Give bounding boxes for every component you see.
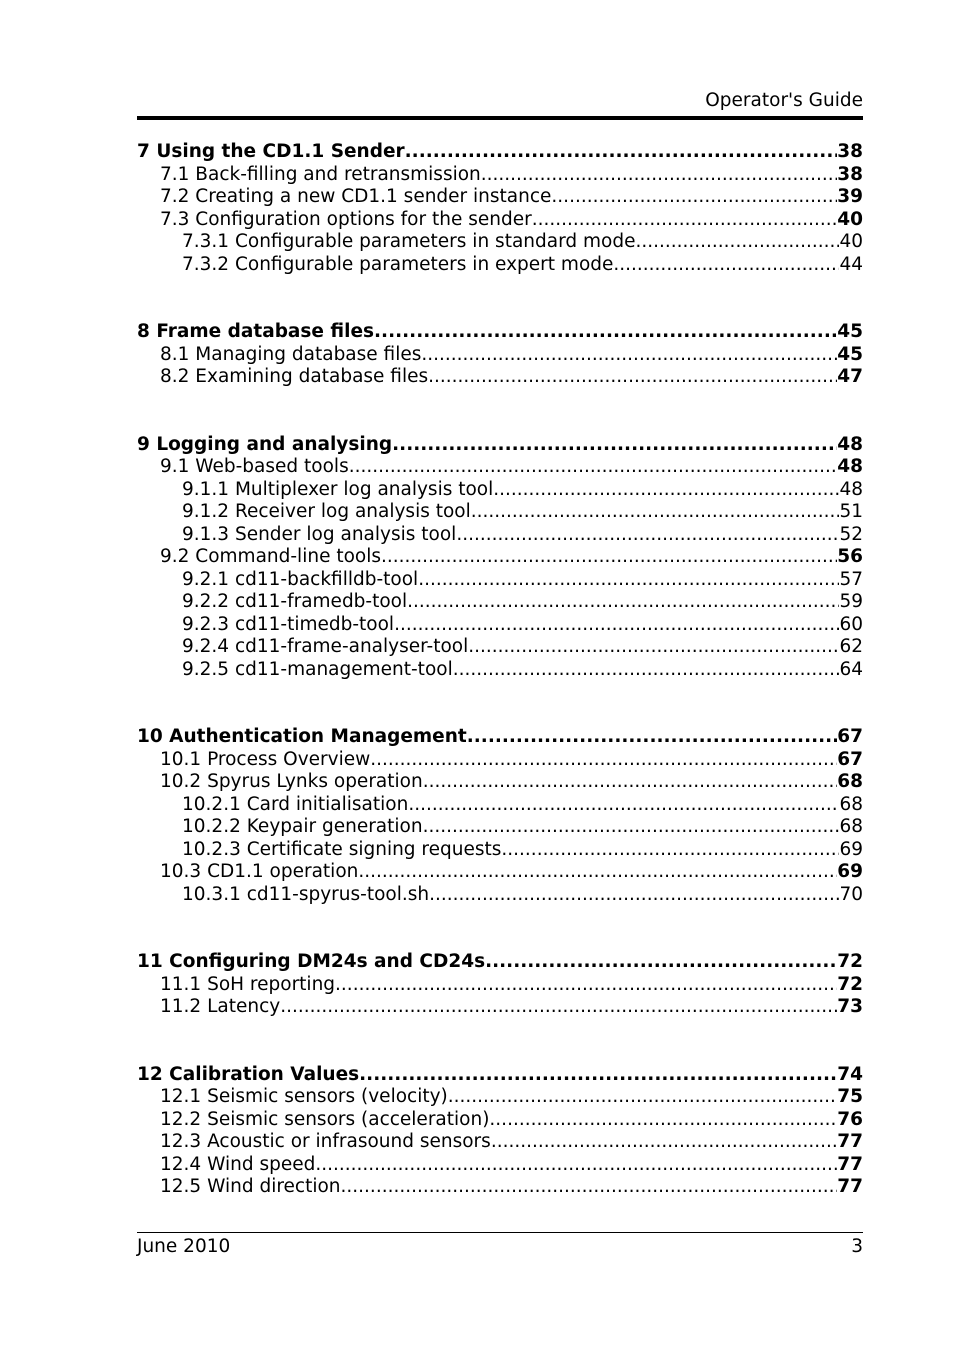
- toc-entry-page: 44: [839, 253, 863, 275]
- dot-leader: [370, 749, 837, 772]
- toc-chapter-entry[interactable]: [137, 434, 863, 457]
- toc-entry[interactable]: [137, 1154, 863, 1177]
- toc-entry[interactable]: [137, 861, 863, 884]
- dot-leader: [485, 951, 837, 974]
- toc-entry[interactable]: [137, 366, 863, 389]
- toc-section: [137, 726, 863, 906]
- toc-entry-page: 68: [839, 793, 863, 815]
- dot-leader: [551, 186, 837, 209]
- toc-section: [137, 141, 863, 276]
- toc-entry-label: 9.2.2 cd11-framedb-tool: [182, 591, 408, 612]
- toc-entry-page: 67: [837, 726, 863, 747]
- toc-entry-label: 9.2.4 cd11-frame-analyser-tool: [182, 636, 469, 657]
- toc-entry-page: 76: [837, 1108, 863, 1130]
- dot-leader: [448, 1086, 837, 1109]
- toc-entry[interactable]: [137, 1086, 863, 1109]
- table-of-contents: [137, 141, 863, 1244]
- toc-entry-page: 62: [839, 636, 863, 657]
- toc-entry-page: 77: [837, 1153, 863, 1175]
- toc-entry-label: 11.2 Latency: [160, 996, 281, 1017]
- toc-entry-label: 10.3 CD1.1 operation: [160, 861, 359, 882]
- toc-entry-page: 64: [839, 658, 863, 680]
- toc-entry-label: 10 Authentication Management: [137, 726, 467, 747]
- toc-entry-label: 7.1 Back-filling and retransmission: [160, 163, 481, 185]
- toc-entry-page: 73: [837, 996, 863, 1017]
- dot-leader: [493, 479, 839, 502]
- toc-entry-page: 59: [839, 591, 863, 612]
- toc-entry[interactable]: [137, 659, 863, 682]
- toc-entry[interactable]: [137, 816, 863, 839]
- dot-leader: [421, 344, 837, 367]
- toc-entry[interactable]: [137, 771, 863, 794]
- dot-leader: [349, 456, 838, 479]
- dot-leader: [418, 569, 839, 592]
- dot-leader: [315, 1154, 837, 1177]
- toc-entry-page: 74: [837, 1063, 863, 1085]
- toc-entry-page: 67: [837, 748, 863, 770]
- toc-section: [137, 434, 863, 682]
- toc-chapter-entry[interactable]: [137, 321, 863, 344]
- toc-entry-label: 12.4 Wind speed: [160, 1153, 316, 1175]
- toc-entry-page: 57: [839, 568, 863, 590]
- toc-entry[interactable]: [137, 839, 863, 862]
- toc-entry-page: 40: [837, 208, 863, 230]
- toc-entry[interactable]: [137, 794, 863, 817]
- toc-entry-page: 70: [839, 883, 863, 905]
- toc-entry-label: 12.3 Acoustic or infrasound sensors: [160, 1131, 491, 1152]
- toc-entry[interactable]: [137, 614, 863, 637]
- toc-entry[interactable]: [137, 636, 863, 659]
- toc-entry-label: 7.3 Configuration options for the sender: [160, 208, 532, 230]
- dot-leader: [532, 209, 838, 232]
- toc-entry-page: 69: [839, 838, 863, 860]
- toc-entry-label: 8.1 Managing database files: [160, 343, 422, 365]
- toc-entry-label: 10.2.3 Certificate signing requests: [182, 838, 502, 860]
- toc-entry-label: 9.1.3 Sender log analysis tool: [182, 523, 457, 545]
- toc-entry-page: 39: [837, 186, 863, 207]
- toc-entry-label: 11 Configuring DM24s and CD24s: [137, 951, 486, 972]
- toc-entry[interactable]: [137, 591, 863, 614]
- toc-entry[interactable]: [137, 479, 863, 502]
- toc-entry-label: 9.2 Command-line tools: [160, 546, 381, 567]
- dot-leader: [358, 861, 837, 884]
- dot-leader: [405, 141, 838, 164]
- toc-entry[interactable]: [137, 1131, 863, 1154]
- toc-entry-label: 9.2.5 cd11-management-tool: [182, 658, 453, 680]
- toc-entry-label: 10.1 Process Overview: [160, 748, 371, 770]
- toc-section: [137, 321, 863, 389]
- dot-leader: [613, 254, 839, 277]
- toc-section: [137, 1064, 863, 1199]
- toc-entry-label: 7.3.1 Configurable parameters in standard mode: [182, 231, 636, 252]
- toc-entry-page: 45: [837, 321, 863, 342]
- toc-entry-label: 7 Using the CD1.1 Sender: [137, 141, 405, 162]
- footer-page-number: 3: [851, 1236, 863, 1257]
- dot-leader: [359, 1064, 837, 1087]
- footer-rule: [137, 1232, 863, 1233]
- toc-entry-label: 12.1 Seismic sensors (velocity): [160, 1086, 448, 1107]
- toc-entry[interactable]: [137, 569, 863, 592]
- dot-leader: [381, 546, 837, 569]
- page-header-title: Operator's Guide: [705, 90, 863, 111]
- toc-entry-page: 68: [837, 771, 863, 792]
- dot-leader: [280, 996, 837, 1019]
- toc-entry-page: 40: [839, 231, 863, 252]
- dot-leader: [335, 974, 837, 997]
- toc-chapter-entry[interactable]: [137, 1064, 863, 1087]
- toc-entry-label: 12.2 Seismic sensors (acceleration): [160, 1108, 490, 1130]
- dot-leader: [468, 636, 839, 659]
- dot-leader: [429, 884, 839, 907]
- toc-entry[interactable]: [137, 344, 863, 367]
- toc-entry-page: 38: [837, 163, 863, 185]
- toc-entry-label: 12.5 Wind direction: [160, 1176, 341, 1197]
- dot-leader: [456, 524, 839, 547]
- toc-chapter-entry[interactable]: [137, 141, 863, 164]
- toc-entry-page: 48: [837, 456, 863, 477]
- toc-entry[interactable]: [137, 501, 863, 524]
- toc-entry-page: 52: [839, 523, 863, 545]
- toc-entry-label: 9.2.3 cd11-timedb-tool: [182, 613, 395, 635]
- toc-entry-label: 8.2 Examining database files: [160, 366, 429, 387]
- toc-entry[interactable]: [137, 974, 863, 997]
- toc-entry[interactable]: [137, 524, 863, 547]
- toc-entry-label: 9.1.1 Multiplexer log analysis tool: [182, 478, 494, 500]
- toc-entry[interactable]: [137, 749, 863, 772]
- dot-leader: [489, 1109, 837, 1132]
- footer-date: June 2010: [137, 1236, 231, 1257]
- toc-chapter-entry[interactable]: [137, 726, 863, 749]
- toc-entry-label: 10.2.1 Card initialisation: [182, 793, 409, 815]
- toc-entry-page: 75: [837, 1086, 863, 1107]
- dot-leader: [374, 321, 837, 344]
- toc-entry-label: 9 Logging and analysing: [137, 433, 393, 455]
- toc-entry-page: 69: [837, 861, 863, 882]
- toc-entry-page: 48: [837, 433, 863, 455]
- toc-entry[interactable]: [137, 546, 863, 569]
- toc-chapter-entry[interactable]: [137, 951, 863, 974]
- toc-entry[interactable]: [137, 996, 863, 1019]
- toc-entry[interactable]: [137, 231, 863, 254]
- toc-entry-page: 72: [837, 973, 863, 995]
- dot-leader: [467, 726, 838, 749]
- toc-entry[interactable]: [137, 254, 863, 277]
- toc-entry-page: 47: [837, 366, 863, 387]
- dot-leader: [501, 839, 839, 862]
- toc-entry[interactable]: [137, 1109, 863, 1132]
- toc-entry-page: 77: [837, 1176, 863, 1197]
- toc-entry-page: 56: [837, 546, 863, 567]
- toc-entry[interactable]: [137, 186, 863, 209]
- toc-entry-label: 9.1 Web-based tools: [160, 456, 349, 477]
- toc-entry[interactable]: [137, 1176, 863, 1199]
- dot-leader: [423, 771, 838, 794]
- toc-entry-label: 10.2 Spyrus Lynks operation: [160, 771, 423, 792]
- header-rule: [137, 116, 863, 120]
- toc-entry-label: 10.3.1 cd11-spyrus-tool.sh: [182, 883, 430, 905]
- toc-entry-page: 51: [839, 501, 863, 522]
- toc-entry-label: 9.2.1 cd11-backfilldb-tool: [182, 568, 419, 590]
- toc-entry-page: 45: [837, 343, 863, 365]
- toc-entry-label: 11.1 SoH reporting: [160, 973, 336, 995]
- dot-leader: [392, 434, 837, 457]
- dot-leader: [428, 366, 837, 389]
- toc-entry[interactable]: [137, 209, 863, 232]
- dot-leader: [471, 501, 840, 524]
- dot-leader: [453, 659, 840, 682]
- toc-entry[interactable]: [137, 164, 863, 187]
- toc-entry-page: 60: [839, 613, 863, 635]
- toc-entry-label: 7.3.2 Configurable parameters in expert mode: [182, 253, 614, 275]
- toc-entry-page: 77: [837, 1131, 863, 1152]
- toc-entry-page: 48: [839, 478, 863, 500]
- dot-leader: [481, 164, 837, 187]
- toc-entry[interactable]: [137, 456, 863, 479]
- toc-entry-label: 7.2 Creating a new CD1.1 sender instance: [160, 186, 552, 207]
- toc-entry-label: 12 Calibration Values: [137, 1063, 360, 1085]
- toc-entry[interactable]: [137, 884, 863, 907]
- toc-entry-page: 68: [839, 816, 863, 837]
- dot-leader: [394, 614, 839, 637]
- dot-leader: [341, 1176, 838, 1199]
- dot-leader: [491, 1131, 837, 1154]
- toc-entry-page: 38: [837, 141, 863, 162]
- toc-entry-label: 8 Frame database files: [137, 321, 375, 342]
- dot-leader: [635, 231, 839, 254]
- dot-leader: [423, 816, 840, 839]
- dot-leader: [407, 591, 839, 614]
- toc-entry-page: 72: [837, 951, 863, 972]
- toc-entry-label: 9.1.2 Receiver log analysis tool: [182, 501, 471, 522]
- dot-leader: [408, 794, 839, 817]
- toc-section: [137, 951, 863, 1019]
- toc-entry-label: 10.2.2 Keypair generation: [182, 816, 423, 837]
